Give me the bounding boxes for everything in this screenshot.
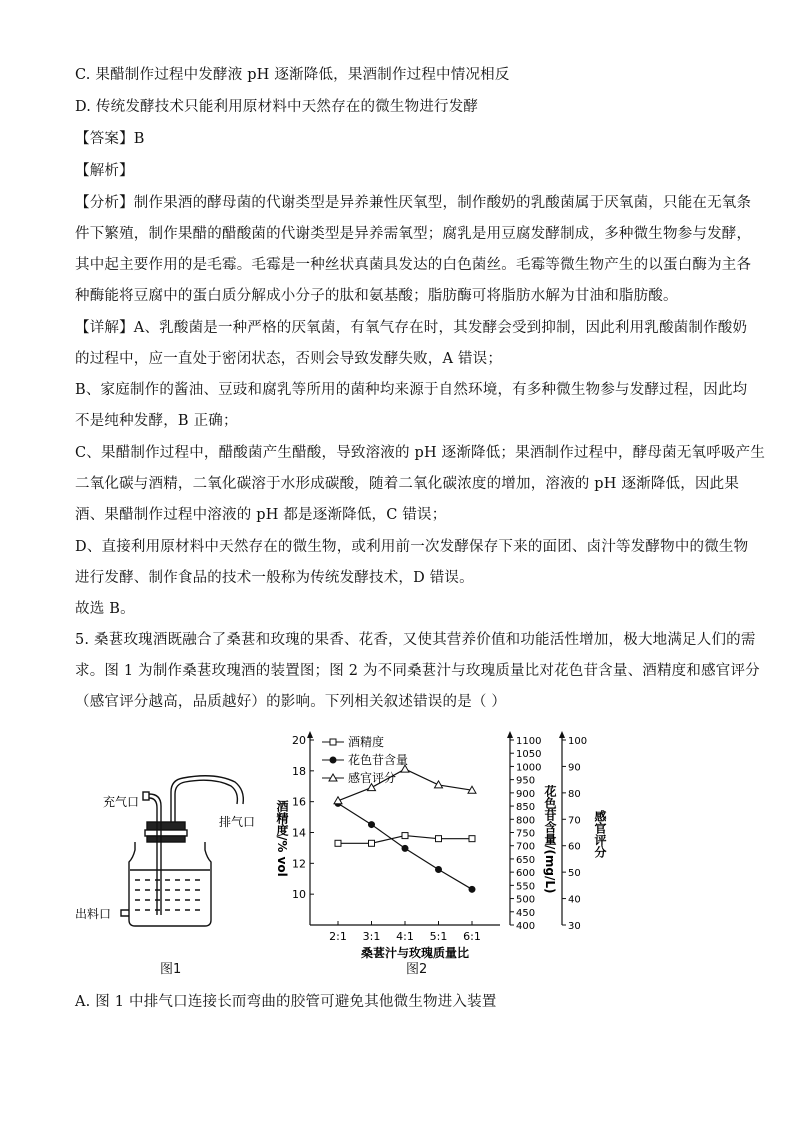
label-inlet: 充气口: [103, 795, 140, 809]
text-line: 故选 B。: [75, 601, 135, 617]
y-axis-left-arrow: [307, 731, 313, 738]
tick-label-alcohol: 14: [292, 826, 306, 840]
tick-label-sensory: 60: [568, 841, 581, 853]
text-line: 【详解】A、乳酸菌是一种严格的厌氧菌，有氧气存在时，其发酵会受到抑制，因此利用乳酸菌制作酸奶: [75, 320, 748, 336]
y-axis-anthocyanin-arrow: [507, 731, 513, 738]
x-axis-label: 桑葚汁与玫瑰质量比: [360, 946, 470, 960]
tick-label-alcohol: 20: [292, 734, 306, 747]
point-sensory: [435, 781, 443, 788]
text-line: 酒、果醋制作过程中溶液的 pH 都是逐渐降低，C 错误；: [75, 507, 447, 523]
text-line: D、直接利用原材料中天然存在的微生物，或利用前一次发酵保存下来的面团、卤汁等发酵物中的微生物: [75, 539, 749, 555]
text-line: 【解析】: [75, 163, 134, 179]
outlet-tap: [121, 910, 129, 916]
y-axis-sensory-arrow: [559, 731, 565, 738]
tick-label-anthocyanin: 900: [516, 788, 536, 800]
bottle-cap: [147, 822, 185, 830]
tick-label-x: 6:1: [463, 930, 481, 943]
y-axis-label-sensory: 感官评分: [593, 810, 607, 858]
text-line: 种酶能将豆腐中的蛋白质分解成小分子的肽和氨基酸；脂肪酶可将脂肪水解为甘油和脂肪酸。: [75, 288, 678, 304]
tick-label-sensory: 70: [568, 815, 581, 827]
label-outlet: 出料口: [75, 907, 112, 921]
y-axis-label-anthocyanin: 花色苷含量/(mg/L): [543, 785, 557, 894]
text-line: D. 传统发酵技术只能利用原材料中天然存在的微生物进行发酵: [75, 99, 479, 115]
tick-label-sensory: 100: [568, 736, 588, 747]
text-line: 其中起主要作用的是毛霉。毛霉是一种丝状真菌具发达的白色菌丝。毛霉等微生物产生的以蛋白酶为主各: [75, 257, 752, 273]
text-line: 二氧化碳与酒精，二氧化碳溶于水形成碳酸，随着二氧化碳浓度的增加，溶液的 pH 逐渐降低，因此果: [75, 476, 740, 492]
text-line: C. 果醋制作过程中发酵液 pH 逐渐降低，果酒制作过程中情况相反: [75, 67, 510, 83]
tick-label-alcohol: 16: [292, 795, 306, 809]
fig1-caption: 图1: [160, 962, 182, 977]
tick-label-sensory: 30: [568, 921, 581, 932]
point-alcohol: [469, 836, 475, 842]
point-alcohol: [402, 833, 408, 839]
tick-label-x: 5:1: [429, 930, 448, 943]
text-line: 【答案】B: [75, 131, 145, 147]
legend-marker-alcohol: [330, 739, 336, 745]
tick-label-anthocyanin: 400: [516, 921, 536, 932]
point-alcohol: [436, 836, 442, 842]
text-line: C、果醋制作过程中，醋酸菌产生醋酸，导致溶液的 pH 逐渐降低；果酒制作过程中，酵母菌无氧呼吸产生: [75, 445, 766, 461]
chart-fig2: [270, 730, 650, 980]
legend-label-anthocyanin: 花色苷含量: [348, 753, 409, 767]
tick-label-anthocyanin: 1050: [516, 749, 542, 761]
bottle-outline: [129, 842, 211, 926]
text-line: 的过程中，应一直处于密闭状态，否则会导致发酵失败，A 错误；: [75, 351, 503, 367]
tick-label-anthocyanin: 600: [516, 868, 536, 880]
tick-label-alcohol: 10: [292, 888, 306, 902]
tick-label-sensory: 90: [568, 762, 581, 774]
point-anthocyanin: [435, 866, 442, 873]
tick-label-anthocyanin: 1000: [516, 762, 542, 774]
label-exhaust: 排气口: [219, 815, 256, 829]
tick-label-anthocyanin: 450: [516, 907, 536, 919]
legend-label-alcohol: 酒精度: [348, 735, 385, 749]
text-line: 5. 桑葚玫瑰酒既融合了桑葚和玫瑰的果香、花香，又使其营养价值和功能活性增加，极大地满足人们的需: [75, 632, 756, 648]
y-axis-label-alcohol: 酒精度/% vol: [275, 800, 289, 877]
point-alcohol: [369, 840, 375, 846]
legend-label-sensory: 感官评分: [348, 771, 397, 785]
tick-label-anthocyanin: 850: [516, 802, 536, 814]
apparatus-diagram: [75, 730, 275, 970]
tick-label-anthocyanin: 950: [516, 775, 536, 787]
text-line: （感官评分越高，品质越好）的影响。下列相关叙述错误的是（ ）: [75, 694, 507, 710]
text-line: 【分析】制作果酒的酵母菌的代谢类型是异养兼性厌氧型，制作酸奶的乳酸菌属于厌氧菌，只能在无氧条: [75, 195, 752, 211]
tick-label-x: 4:1: [396, 930, 414, 943]
option-a: A. 图 1 中排气口连接长而弯曲的胶管可避免其他微生物进入装置: [75, 994, 497, 1010]
inlet-tube: [145, 798, 157, 915]
tick-label-anthocyanin: 650: [516, 854, 536, 866]
tick-label-sensory: 80: [568, 788, 581, 800]
text-line: 不是纯种发酵，B 正确；: [75, 413, 238, 429]
tick-label-alcohol: 12: [292, 857, 306, 871]
tick-label-anthocyanin: 750: [516, 828, 536, 840]
point-anthocyanin: [368, 821, 375, 828]
text-line: 进行发酵、制作食品的技术一般称为传统发酵技术，D 错误。: [75, 570, 474, 586]
tick-label-anthocyanin: 1100: [516, 736, 542, 747]
point-alcohol: [335, 840, 341, 846]
figure-area: [75, 730, 725, 980]
text-line: 求。图 1 为制作桑葚玫瑰酒的装置图；图 2 为不同桑葚汁与玫瑰质量比对花色苷含量、酒精度和感官评分: [75, 663, 760, 679]
tick-label-sensory: 50: [568, 868, 581, 880]
tick-label-x: 2:1: [329, 930, 347, 943]
point-anthocyanin: [402, 845, 409, 852]
legend-marker-anthocyanin: [330, 757, 337, 764]
tick-label-anthocyanin: 500: [516, 894, 536, 906]
tick-label-alcohol: 18: [292, 764, 306, 778]
text-line: B、家庭制作的酱油、豆豉和腐乳等所用的菌种均来源于自然环境，有多种微生物参与发酵过程，因此均: [75, 382, 748, 398]
text-line: 件下繁殖，制作果醋的醋酸菌的代谢类型是异养需氧型；腐乳是用豆腐发酵制成，多种微生物参与发酵，: [75, 226, 752, 242]
tick-label-x: 3:1: [362, 930, 381, 943]
tick-label-anthocyanin: 550: [516, 881, 536, 893]
tick-label-sensory: 40: [568, 894, 581, 906]
fig2-caption: 图2: [406, 962, 428, 977]
tick-label-anthocyanin: 700: [516, 841, 536, 853]
point-anthocyanin: [469, 886, 476, 893]
tick-label-anthocyanin: 800: [516, 815, 536, 827]
